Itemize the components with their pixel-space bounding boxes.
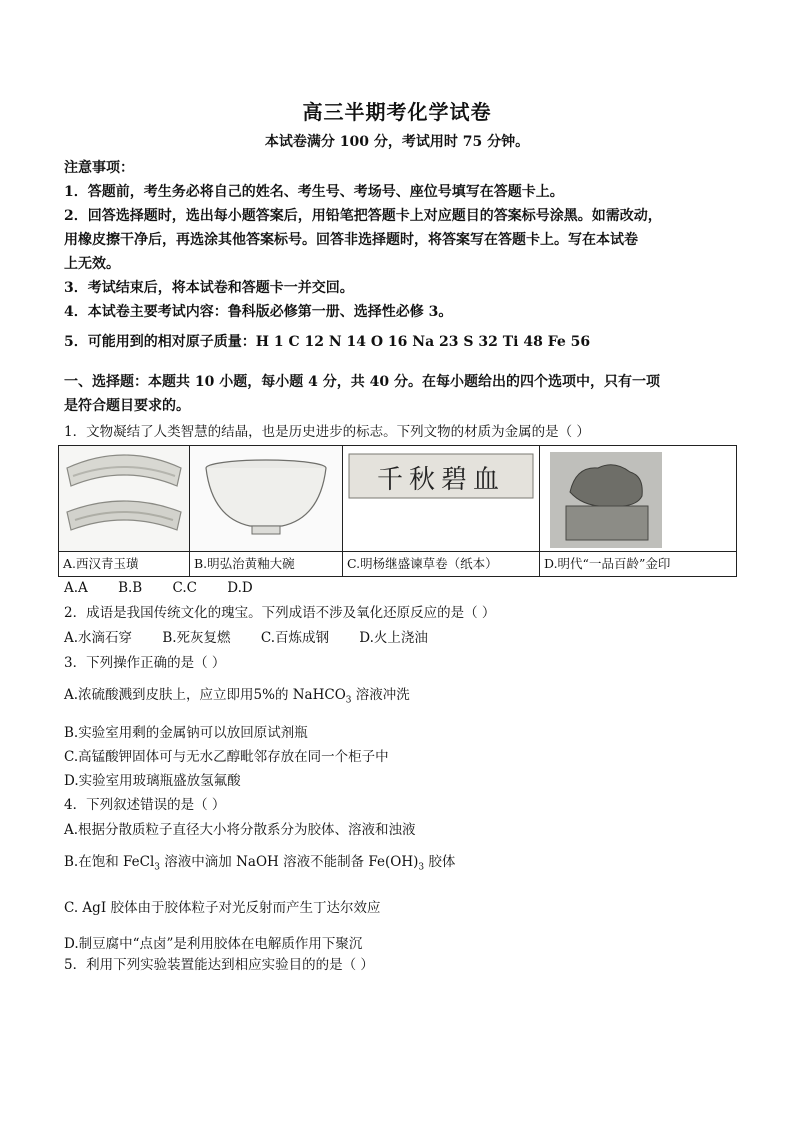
q1-option-d: D.D: [227, 580, 253, 596]
note-line: 上无效。: [64, 256, 120, 272]
q4-option-b: B.在饱和 FeCl$_3$ 溶液中滴加 NaOH 溶液不能制备 $Fe(OH)_3$ 胶体: [64, 854, 456, 873]
q3-option-c: C.高锰酸钾固体可与无水乙醇毗邻存放在同一个柜子中: [64, 748, 389, 765]
question-5: [64, 955, 744, 975]
artifact-image-scroll: [343, 446, 540, 552]
section-line: 是符合题目要求的。: [64, 398, 190, 414]
q4-option-c: C. AgI 胶体由于胶体粒子对光反射而产生丁达尔效应: [64, 899, 381, 916]
q1-option-c: C.C: [172, 580, 197, 596]
artifact-image-seal: [540, 446, 737, 552]
section-line: 一、选择题：本题共 10 小题，每小题 4 分，共 40 分。在每小题给出的四个选项中，只有一项: [64, 374, 660, 390]
page-subtitle: 本试卷满分 100 分，考试用时 75 分钟。: [264, 134, 530, 150]
q5-stem: 5．利用下列实验装置能达到相应实验目的的是（ ）: [64, 957, 374, 973]
page-title: 高三半期考化学试卷: [302, 100, 492, 124]
note-line: 2．回答选择题时，选出每小题答案后，用铅笔把答题卡上对应题目的答案标号涂黑。如需改动，: [64, 208, 662, 224]
q3-stem: 3．下列操作正确的是（ ）: [64, 655, 226, 671]
question-1-stem: [64, 422, 744, 442]
jade-huang-icon: [59, 446, 189, 551]
section-one-heading: [64, 370, 744, 418]
bowl-icon: [190, 446, 342, 551]
q2-stem: 2．成语是我国传统文化的瑰宝。下列成语不涉及氧化还原反应的是（ ）: [64, 605, 496, 621]
note-line: 3．考试结束后，将本试卷和答题卡一并交回。: [64, 280, 354, 296]
q2-option-b: B.死灰复燃: [162, 630, 231, 646]
note-line: 5．可能用到的相对原子质量：H 1 C 12 N 14 O 16 Na 23 S 32 Ti 48 Fe 56: [64, 334, 591, 350]
q1-options: [64, 578, 744, 598]
caption-b: B.明弘治黄釉大碗: [190, 552, 343, 577]
q3-option-b: B.实验室用剩的金属钠可以放回原试剂瓶: [64, 724, 308, 741]
artifact-table: [58, 445, 737, 577]
notes-heading: 注意事项：: [64, 160, 134, 176]
notes-block: [64, 156, 744, 354]
artifact-image-bowl: [190, 446, 343, 552]
question-4: [64, 795, 744, 954]
q3-option-d: D.实验室用玻璃瓶盛放氢氟酸: [64, 772, 241, 789]
question-2: [64, 603, 744, 648]
q2-option-a: A.水滴石穿: [64, 630, 133, 646]
question-3: [64, 653, 744, 791]
scroll-inscription: 千秋碧血: [376, 465, 506, 495]
q4-stem: 4．下列叙述错误的是（ ）: [64, 797, 226, 813]
q4-option-d: D.制豆腐中“点卤”是利用胶体在电解质作用下聚沉: [64, 935, 363, 952]
scroll-icon: [343, 446, 539, 551]
note-line: 4．本试卷主要考试内容：鲁科版必修第一册、选择性必修 3。: [64, 304, 453, 320]
q1-stem: 1．文物凝结了人类智慧的结晶，也是历史进步的标志。下列文物的材质为金属的是（ ）: [64, 424, 590, 440]
q4-option-a: A.根据分散质粒子直径大小将分散系分为胶体、溶液和浊液: [64, 822, 416, 838]
artifact-image-jade: [59, 446, 190, 552]
q1-option-a: A.A: [64, 580, 88, 596]
gold-seal-icon: [540, 446, 736, 551]
caption-a: A.西汉青玉璜: [59, 552, 190, 577]
note-line: 用橡皮擦干净后，再选涂其他答案标号。回答非选择题时，将答案写在答题卡上。写在本试卷: [64, 232, 638, 248]
q2-option-d: D.火上浇油: [359, 630, 428, 646]
note-line: 1．答题前，考生务必将自己的姓名、考生号、考场号、座位号填写在答题卡上。: [64, 184, 564, 200]
q3-option-a: A.浓硫酸溅到皮肤上，应立即用5%的 NaHCO$_3$ 溶液冲洗: [64, 687, 410, 706]
q2-options: [64, 628, 744, 648]
caption-c: C.明杨继盛谏草卷（纸本）: [343, 552, 540, 577]
caption-d: D.明代“一品百龄”金印: [540, 552, 737, 577]
q2-option-c: C.百炼成钢: [260, 630, 329, 646]
q1-option-b: B.B: [118, 580, 143, 596]
